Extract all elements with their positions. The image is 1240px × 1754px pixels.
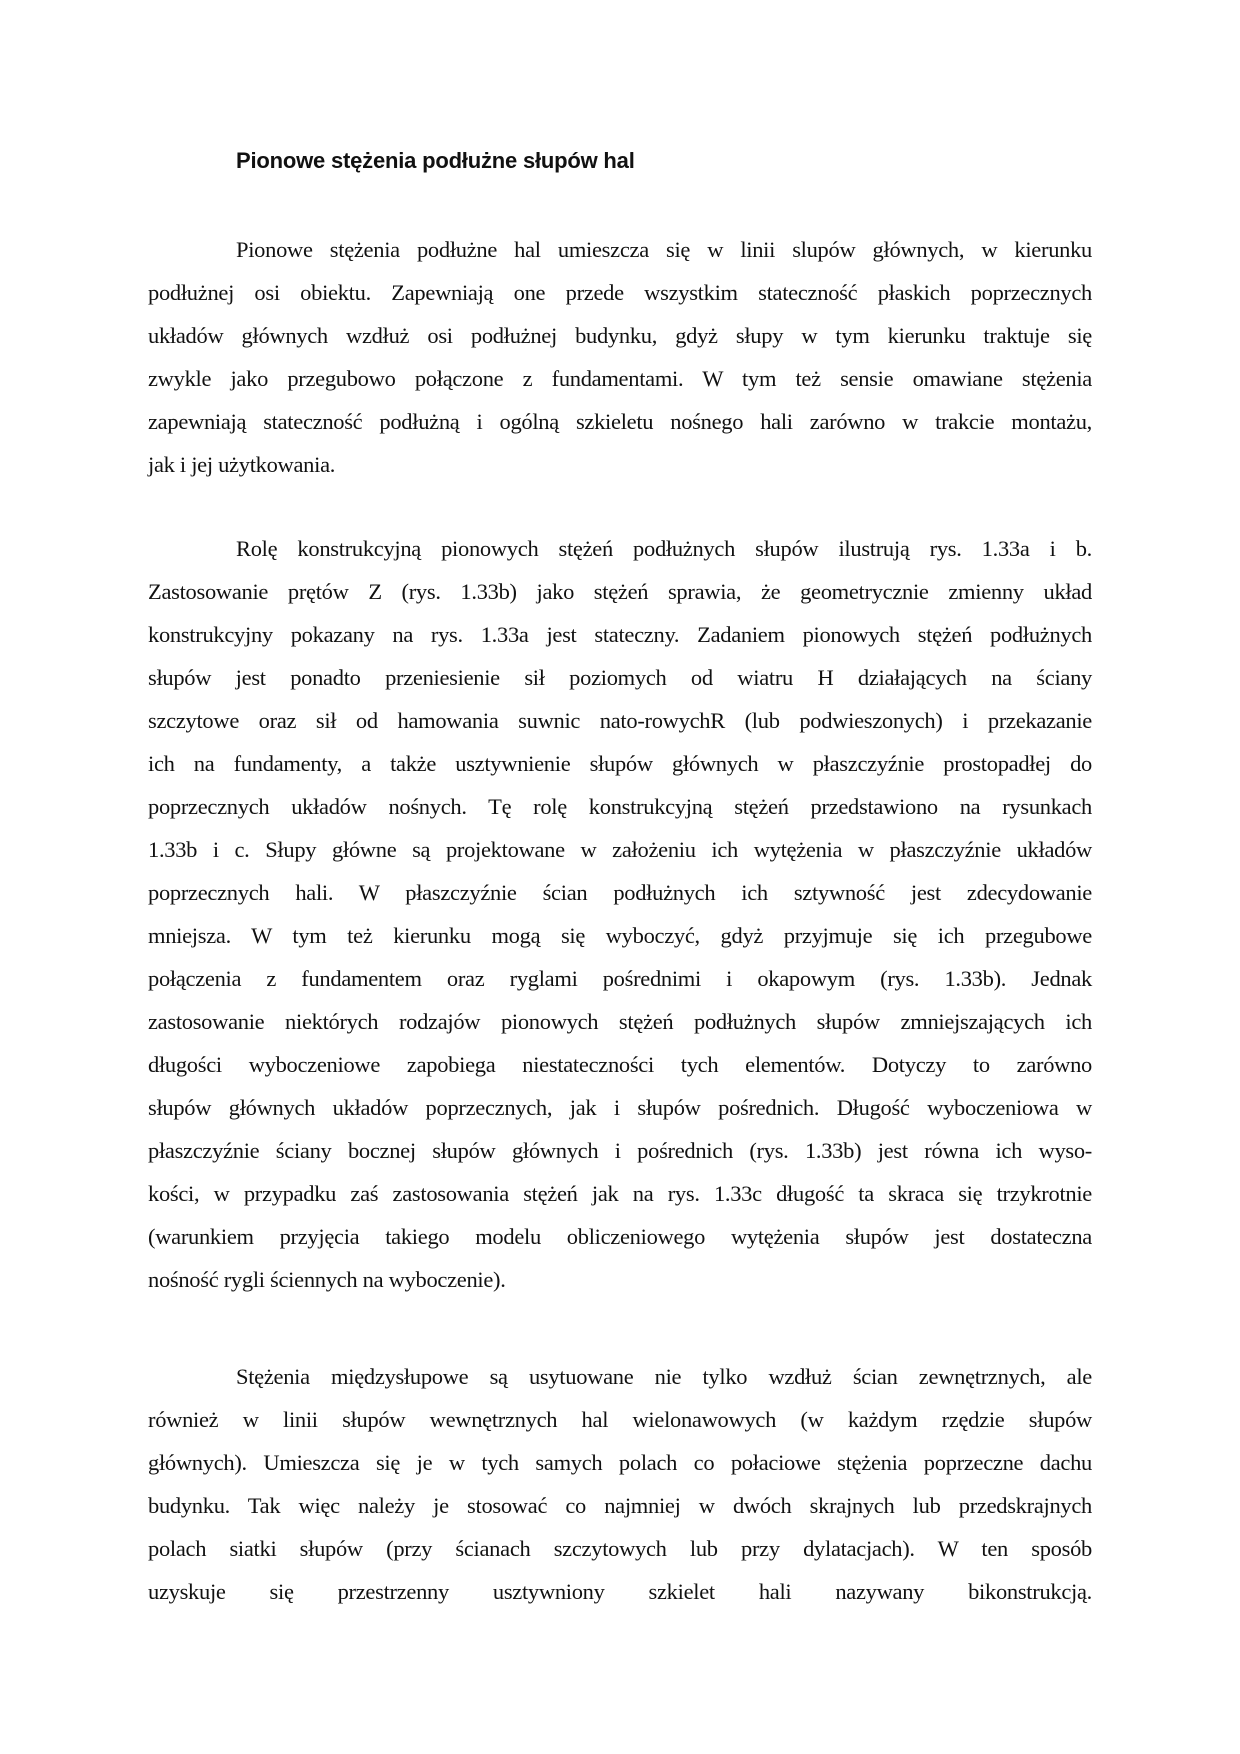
text-line: również w linii słupów wewnętrznych hal wielonawowych (w każdym rzędzie słupów [148, 1407, 1092, 1432]
text-line: długości wyboczeniowe zapobiega niestateczności tych elementów. Dotyczy to zarówno [148, 1052, 1092, 1077]
text-line: mniejsza. W tym też kierunku mogą się wyboczyć, gdyż przyjmuje się ich przegubowe [148, 923, 1092, 948]
text-line: uzyskuje się przestrzenny usztywniony szkielet hali nazywany bikonstrukcją. [148, 1579, 1092, 1604]
text-line: Rolę konstrukcyjną pionowych stężeń podłużnych słupów ilustrują rys. 1.33a i b. [236, 536, 1092, 561]
text-line: połączenia z fundamentem oraz ryglami pośrednimi i okapowym (rys. 1.33b). Jednak [148, 966, 1092, 991]
text-line: zwykle jako przegubowo połączone z fundamentami. W tym też sensie omawiane stężenia [148, 366, 1092, 391]
text-line: płaszczyźnie ściany bocznej słupów głównych i pośrednich (rys. 1.33b) jest równa ich wyso- [148, 1138, 1092, 1163]
text-line: ich na fundamenty, a także usztywnienie słupów głównych w płaszczyźnie prostopadłej do [148, 751, 1092, 776]
text-line: budynku. Tak więc należy je stosować co najmniej w dwóch skrajnych lub przedskrajnych [148, 1493, 1092, 1518]
text-line: zapewniają stateczność podłużną i ogólną szkieletu nośnego hali zarówno w trakcie montażu, [148, 409, 1092, 434]
document-title: Pionowe stężenia podłużne słupów hal [236, 148, 635, 173]
paragraph-2 [148, 527, 1092, 1301]
text-line: (warunkiem przyjęcia takiego modelu obliczeniowego wytężenia słupów jest dostateczna [148, 1224, 1092, 1249]
text-line: poprzecznych hali. W płaszczyźnie ścian podłużnych ich sztywność jest zdecydowanie [148, 880, 1092, 905]
text-line: układów głównych wzdłuż osi podłużnej budynku, gdyż słupy w tym kierunku traktuje się [148, 323, 1092, 348]
text-line: nośność rygli ściennych na wyboczenie). [148, 1267, 506, 1292]
text-line: podłużnej osi obiektu. Zapewniają one przede wszystkim stateczność płaskich poprzecznych [148, 280, 1092, 305]
text-line: polach siatki słupów (przy ścianach szczytowych lub przy dylatacjach). W ten sposób [148, 1536, 1092, 1561]
text-line: głównych). Umieszcza się je w tych samych polach co połaciowe stężenia poprzeczne dachu [148, 1450, 1092, 1475]
text-line: jak i jej użytkowania. [148, 452, 336, 477]
text-line: zastosowanie niektórych rodzajów pionowych stężeń podłużnych słupów zmniejszających ich [148, 1009, 1092, 1034]
text-line: 1.33b i c. Słupy główne są projektowane w założeniu ich wytężenia w płaszczyźnie układów [148, 837, 1092, 862]
text-line: kości, w przypadku zaś zastosowania stężeń jak na rys. 1.33c długość ta skraca się trzykrotnie [148, 1181, 1092, 1206]
text-line: poprzecznych układów nośnych. Tę rolę konstrukcyjną stężeń przedstawiono na rysunkach [148, 794, 1092, 819]
text-line: słupów głównych układów poprzecznych, jak i słupów pośrednich. Długość wyboczeniowa w [148, 1095, 1092, 1120]
paragraph-1 [148, 228, 1092, 486]
text-line: konstrukcyjny pokazany na rys. 1.33a jest stateczny. Zadaniem pionowych stężeń podłużnych [148, 622, 1092, 647]
text-line: Stężenia międzysłupowe są usytuowane nie tylko wzdłuż ścian zewnętrznych, ale [236, 1364, 1092, 1389]
text-line: Zastosowanie prętów Z (rys. 1.33b) jako stężeń sprawia, że geometrycznie zmienny układ [148, 579, 1092, 604]
text-line: słupów jest ponadto przeniesienie sił poziomych od wiatru H działających na ściany [148, 665, 1092, 690]
text-line: szczytowe oraz sił od hamowania suwnic nato-rowychR (lub podwieszonych) i przekazanie [148, 708, 1092, 733]
paragraph-3 [148, 1355, 1092, 1613]
text-line: Pionowe stężenia podłużne hal umieszcza się w linii slupów głównych, w kierunku [236, 237, 1092, 262]
